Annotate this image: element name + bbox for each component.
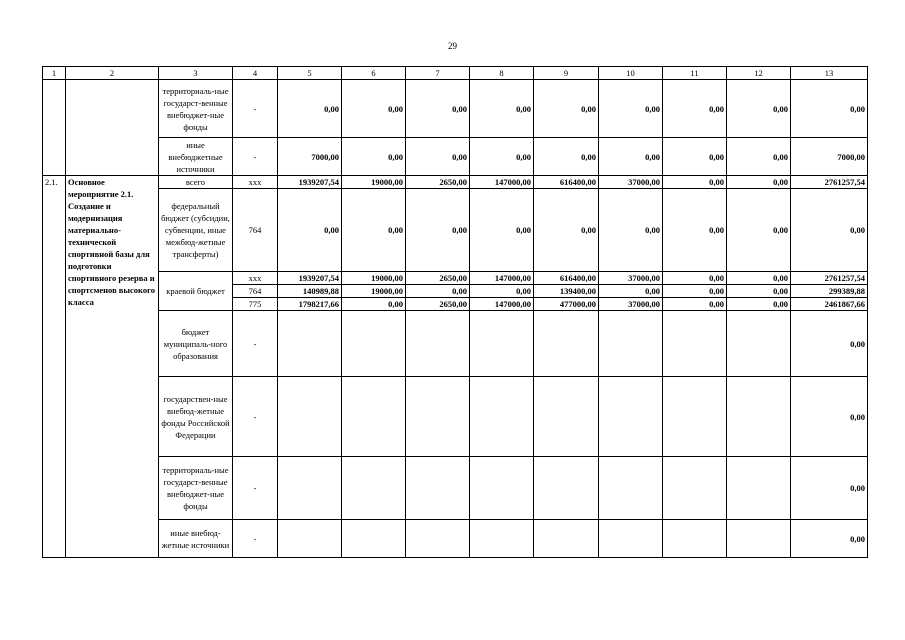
value-cell: 1939207,54 [278, 176, 342, 189]
empty-cell [406, 377, 470, 457]
funding-source: государствен-ные внебюд-жетные фонды Российской Федерации [159, 377, 233, 457]
code-cell: - [233, 80, 278, 138]
funding-source: территориаль-ные государст-венные внебюджет-ные фонды [159, 457, 233, 520]
value-cell: 2761257,54 [791, 272, 868, 285]
column-header: 1 [43, 67, 66, 80]
total-cell: 0,00 [791, 311, 868, 377]
empty-cell [727, 311, 791, 377]
empty-cell [66, 80, 159, 176]
column-header: 5 [278, 67, 342, 80]
column-header: 4 [233, 67, 278, 80]
empty-cell [599, 457, 663, 520]
value-cell: 0,00 [470, 189, 534, 272]
empty-cell [663, 377, 727, 457]
code-cell: ххх [233, 272, 278, 285]
empty-cell [342, 311, 406, 377]
table-row [43, 189, 868, 272]
value-cell: 0,00 [791, 189, 868, 272]
empty-cell [470, 311, 534, 377]
empty-cell [278, 457, 342, 520]
value-cell: 0,00 [599, 189, 663, 272]
total-cell: 0,00 [791, 377, 868, 457]
value-cell: 0,00 [663, 285, 727, 298]
value-cell: 0,00 [406, 80, 470, 138]
value-cell: 2650,00 [406, 272, 470, 285]
value-cell: 0,00 [470, 138, 534, 176]
value-cell: 0,00 [278, 80, 342, 138]
funding-source: иные внебюд-жетные источники [159, 520, 233, 558]
value-cell: 37000,00 [599, 298, 663, 311]
code-cell: - [233, 138, 278, 176]
value-cell: 0,00 [534, 138, 599, 176]
value-cell: 19000,00 [342, 176, 406, 189]
value-cell: 0,00 [406, 138, 470, 176]
value-cell: 0,00 [727, 189, 791, 272]
empty-cell [278, 520, 342, 558]
total-cell: 0,00 [791, 520, 868, 558]
table-row [43, 457, 868, 520]
table-row [43, 138, 868, 176]
value-cell: 0,00 [534, 80, 599, 138]
value-cell: 0,00 [663, 298, 727, 311]
page-number: 29 [448, 41, 457, 51]
value-cell: 477000,00 [534, 298, 599, 311]
empty-cell [342, 457, 406, 520]
value-cell: 0,00 [278, 189, 342, 272]
column-header: 7 [406, 67, 470, 80]
value-cell: 0,00 [727, 285, 791, 298]
funding-source: всего [159, 176, 233, 189]
empty-cell [342, 377, 406, 457]
value-cell: 19000,00 [342, 272, 406, 285]
value-cell: 0,00 [663, 176, 727, 189]
budget-table [42, 66, 868, 558]
empty-cell [470, 520, 534, 558]
table-row [43, 377, 868, 457]
empty-cell [406, 520, 470, 558]
value-cell: 0,00 [534, 189, 599, 272]
empty-cell [534, 377, 599, 457]
empty-cell [663, 457, 727, 520]
value-cell: 37000,00 [599, 272, 663, 285]
empty-cell [663, 311, 727, 377]
value-cell: 2761257,54 [791, 176, 868, 189]
value-cell: 147000,00 [470, 176, 534, 189]
funding-source: бюджет муниципаль-ного образования [159, 311, 233, 377]
value-cell: 0,00 [342, 189, 406, 272]
table-row [43, 272, 868, 285]
empty-cell [727, 377, 791, 457]
column-header: 3 [159, 67, 233, 80]
table-row [43, 520, 868, 558]
column-header: 2 [66, 67, 159, 80]
header-row [43, 67, 868, 80]
code-cell: 764 [233, 285, 278, 298]
value-cell: 0,00 [727, 298, 791, 311]
code-cell: - [233, 520, 278, 558]
value-cell: 0,00 [727, 80, 791, 138]
empty-cell [727, 457, 791, 520]
funding-source: федеральный бюджет (субсидии, субвенции, иные межбюд-жетные трансферты) [159, 189, 233, 272]
funding-source: краевой бюджет [159, 272, 233, 311]
value-cell: 0,00 [663, 272, 727, 285]
value-cell: 0,00 [599, 138, 663, 176]
empty-cell [534, 520, 599, 558]
value-cell: 0,00 [727, 176, 791, 189]
code-cell: 764 [233, 189, 278, 272]
empty-cell [470, 377, 534, 457]
value-cell: 616400,00 [534, 272, 599, 285]
code-cell: - [233, 457, 278, 520]
value-cell: 139400,00 [534, 285, 599, 298]
value-cell: 1939207,54 [278, 272, 342, 285]
empty-cell [43, 80, 66, 176]
activity-name: Основное мероприятие 2.1. Создание и модернизация материально-технической спортивной базы для подготовки спортивного резерва и спортсменов высокого класса [66, 176, 159, 558]
value-cell: 0,00 [342, 298, 406, 311]
value-cell: 0,00 [663, 138, 727, 176]
empty-cell [599, 377, 663, 457]
value-cell: 147000,00 [470, 272, 534, 285]
value-cell: 0,00 [727, 138, 791, 176]
funding-source: территориаль-ные государст-венные внебюджет-ные фонды [159, 80, 233, 138]
code-cell: 775 [233, 298, 278, 311]
value-cell: 0,00 [406, 189, 470, 272]
value-cell: 7000,00 [278, 138, 342, 176]
empty-cell [406, 457, 470, 520]
value-cell: 0,00 [663, 80, 727, 138]
empty-cell [727, 520, 791, 558]
code-cell: ххх [233, 176, 278, 189]
column-header: 6 [342, 67, 406, 80]
column-header: 13 [791, 67, 868, 80]
column-header: 8 [470, 67, 534, 80]
column-header: 12 [727, 67, 791, 80]
empty-cell [663, 520, 727, 558]
value-cell: 140989,88 [278, 285, 342, 298]
value-cell: 0,00 [406, 285, 470, 298]
value-cell: 0,00 [470, 285, 534, 298]
empty-cell [406, 311, 470, 377]
empty-cell [599, 311, 663, 377]
value-cell: 19000,00 [342, 285, 406, 298]
column-header: 10 [599, 67, 663, 80]
empty-cell [278, 377, 342, 457]
value-cell: 37000,00 [599, 176, 663, 189]
value-cell: 2650,00 [406, 176, 470, 189]
value-cell: 0,00 [727, 272, 791, 285]
funding-source: иные внебюджетные источники [159, 138, 233, 176]
empty-cell [534, 311, 599, 377]
value-cell: 7000,00 [791, 138, 868, 176]
empty-cell [599, 520, 663, 558]
value-cell: 0,00 [342, 80, 406, 138]
value-cell: 299389,88 [791, 285, 868, 298]
value-cell: 0,00 [791, 80, 868, 138]
table-row [43, 176, 868, 189]
total-cell: 0,00 [791, 457, 868, 520]
empty-cell [470, 457, 534, 520]
empty-cell [534, 457, 599, 520]
row-number: 2.1. [43, 176, 66, 558]
empty-cell [278, 311, 342, 377]
table-row [43, 311, 868, 377]
code-cell: - [233, 311, 278, 377]
table-row [43, 80, 868, 138]
value-cell: 0,00 [342, 138, 406, 176]
empty-cell [342, 520, 406, 558]
value-cell: 2461867,66 [791, 298, 868, 311]
value-cell: 2650,00 [406, 298, 470, 311]
value-cell: 0,00 [470, 80, 534, 138]
value-cell: 0,00 [599, 80, 663, 138]
column-header: 9 [534, 67, 599, 80]
value-cell: 147000,00 [470, 298, 534, 311]
value-cell: 0,00 [663, 189, 727, 272]
code-cell: - [233, 377, 278, 457]
value-cell: 0,00 [599, 285, 663, 298]
value-cell: 1798217,66 [278, 298, 342, 311]
value-cell: 616400,00 [534, 176, 599, 189]
column-header: 11 [663, 67, 727, 80]
